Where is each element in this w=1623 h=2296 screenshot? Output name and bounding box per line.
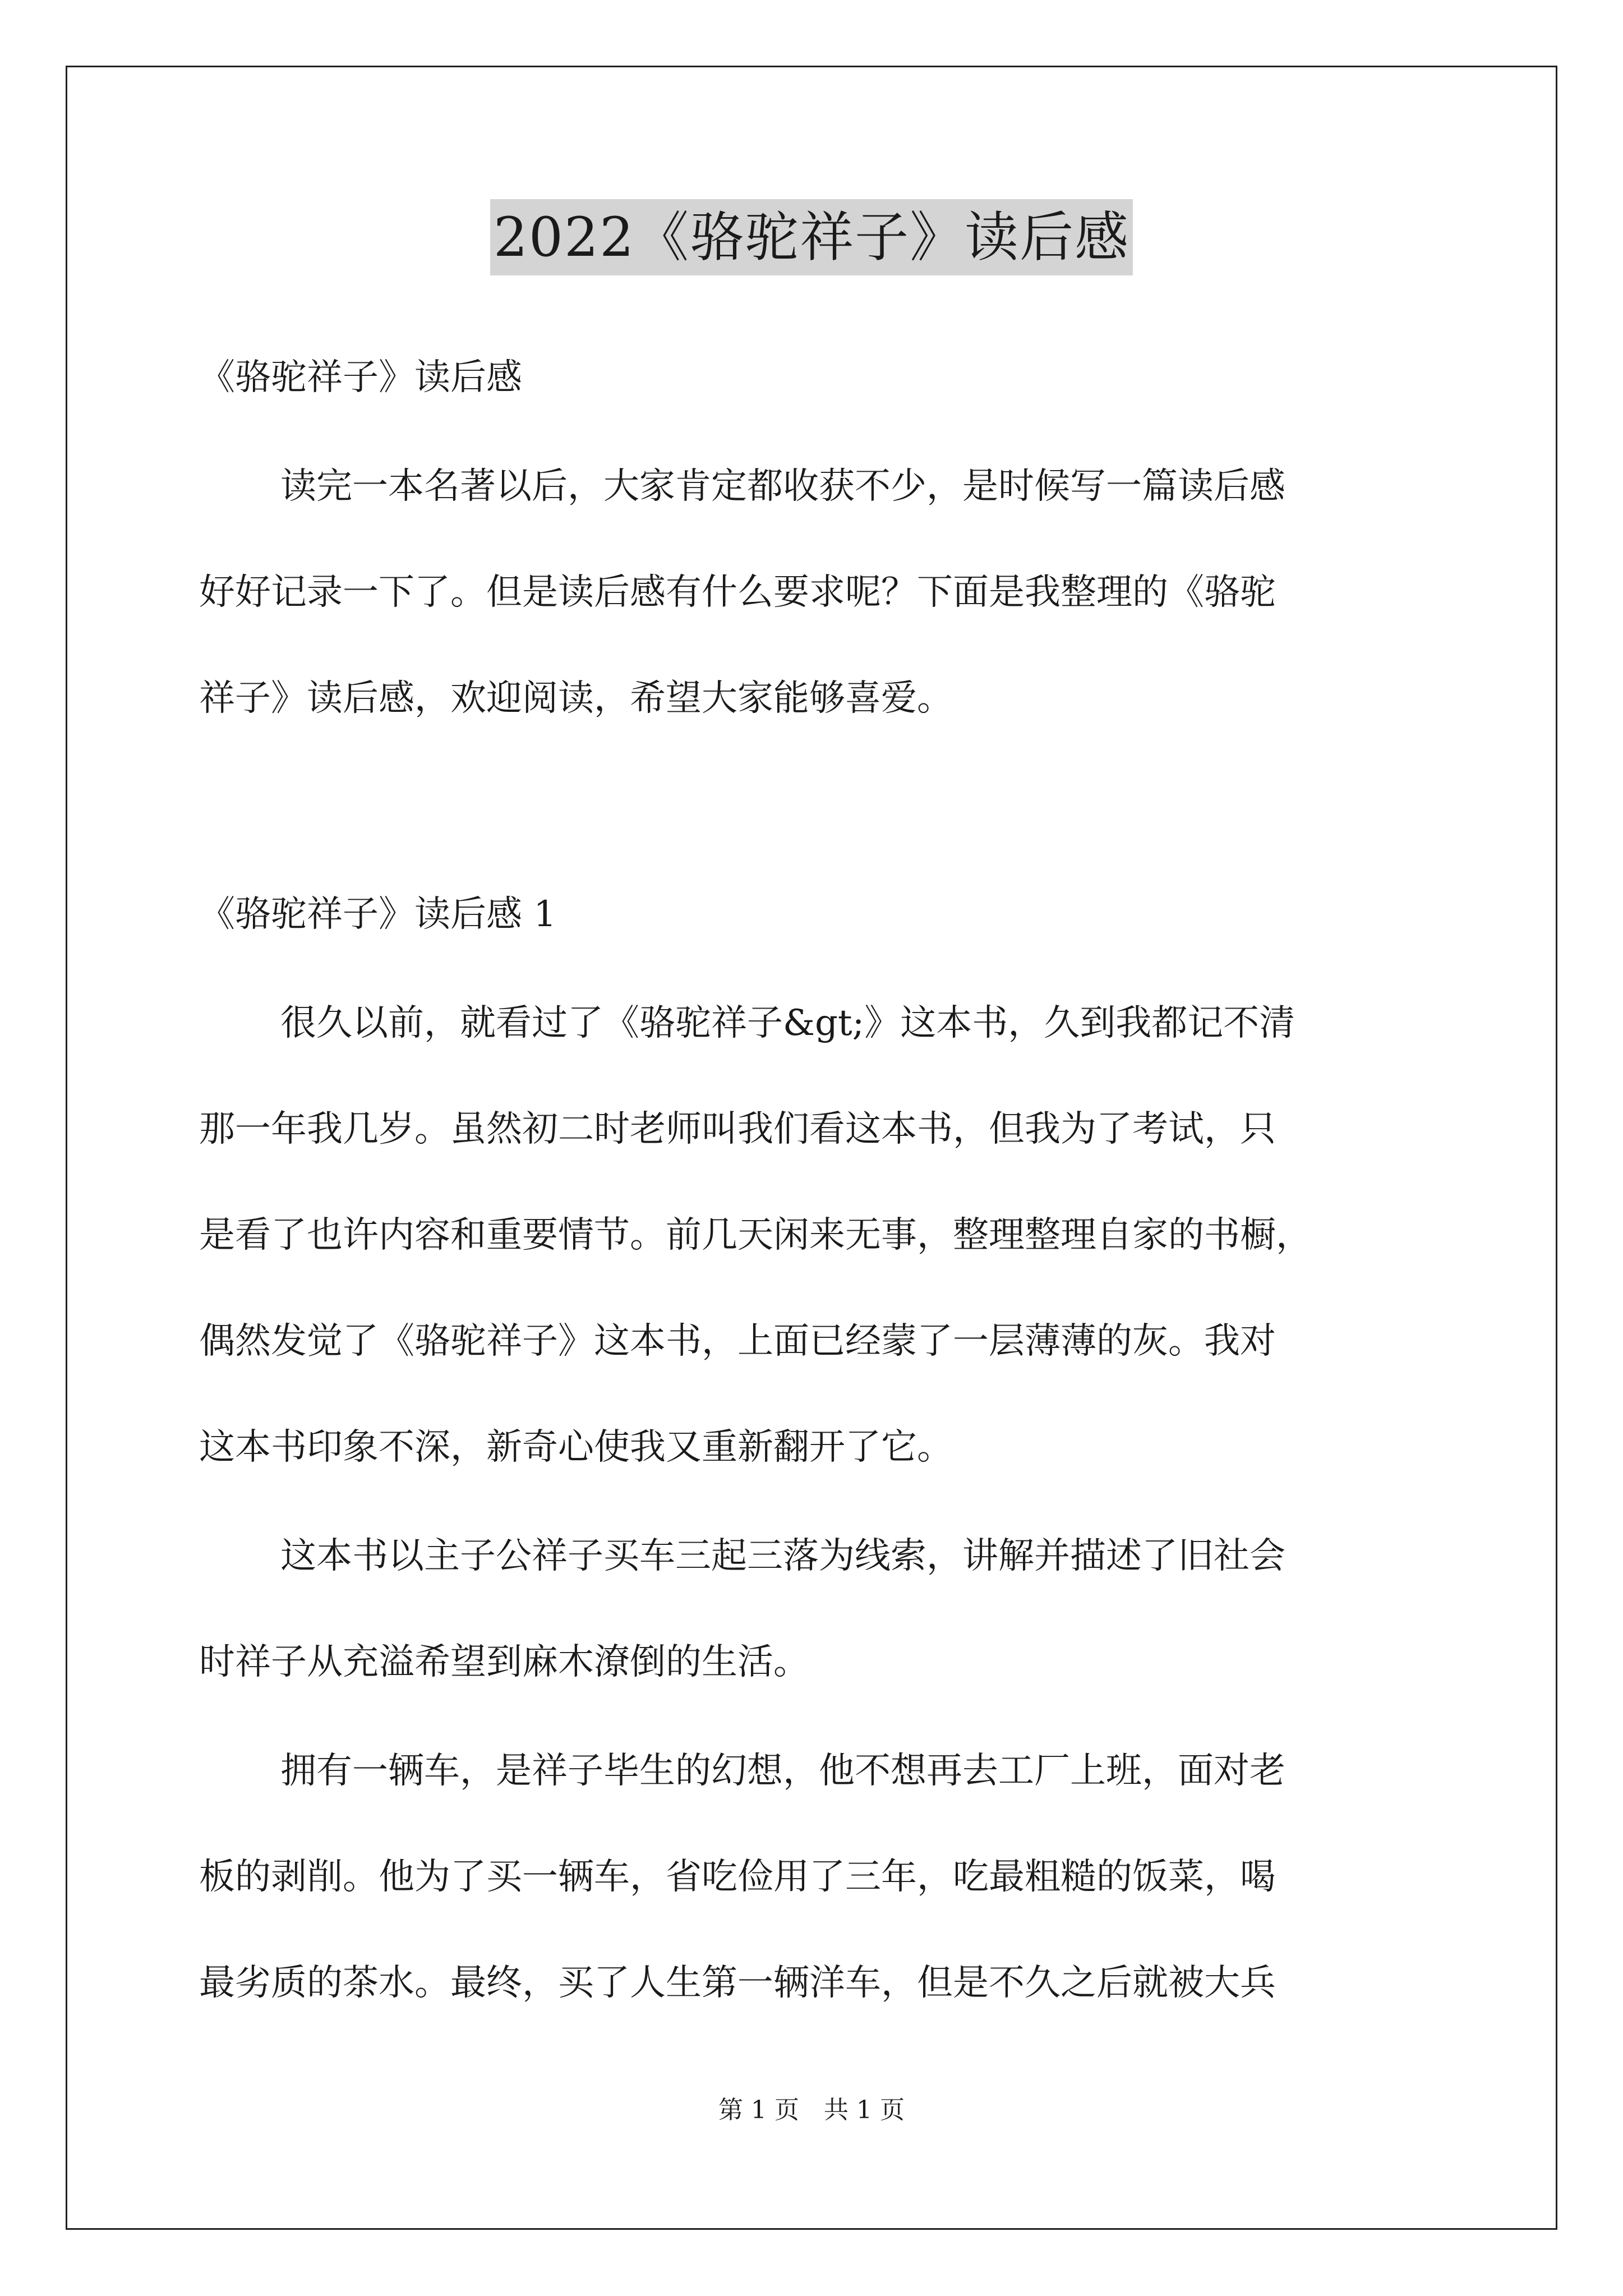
intro-line: 读完一本名著以后，大家肯定都收获不少，是时候写一篇读后感 [280,466,1285,507]
intro-line: 祥子》读后感，欢迎阅读，希望大家能够喜爱。 [199,678,953,719]
section-heading: 《骆驼祥子》读后感 1 [199,894,557,935]
paragraph-line: 这本书印象不深，新奇心使我又重新翻开了它。 [199,1427,953,1468]
intro-line: 好好记录一下了。但是读后感有什么要求呢？下面是我整理的《骆驼 [199,572,1276,613]
paragraph-line: 最劣质的茶水。最终，买了人生第一辆洋车，但是不久之后就被大兵 [199,1962,1276,2004]
document-title: 2022《骆驼祥子》读后感 [490,199,1133,275]
page-number-footer: 第 1 页 共 1 页 [718,2096,905,2124]
paragraph-line: 时祥子从充溢希望到麻木潦倒的生活。 [199,1641,809,1683]
title-row [0,199,1623,275]
paragraph-line: 板的剥削。他为了买一辆车，省吃俭用了三年，吃最粗糙的饭菜，喝 [199,1856,1276,1898]
paragraph-line: 很久以前，就看过了《骆驼祥子&gt;》这本书，久到我都记不清 [280,1002,1295,1044]
paragraph-line: 偶然发觉了《骆驼祥子》这本书，上面已经蒙了一层薄薄的灰。我对 [199,1320,1276,1362]
paragraph-line: 这本书以主子公祥子买车三起三落为线索，讲解并描述了旧社会 [280,1535,1285,1577]
paragraph-line: 是看了也许内容和重要情节。前几天闲来无事，整理整理自家的书橱， [199,1214,1312,1256]
subtitle: 《骆驼祥子》读后感 [199,357,522,398]
paragraph-line: 拥有一辆车，是祥子毕生的幻想，他不想再去工厂上班，面对老 [280,1750,1285,1792]
paragraph-line: 那一年我几岁。虽然初二时老师叫我们看这本书，但我为了考试，只 [199,1108,1276,1150]
